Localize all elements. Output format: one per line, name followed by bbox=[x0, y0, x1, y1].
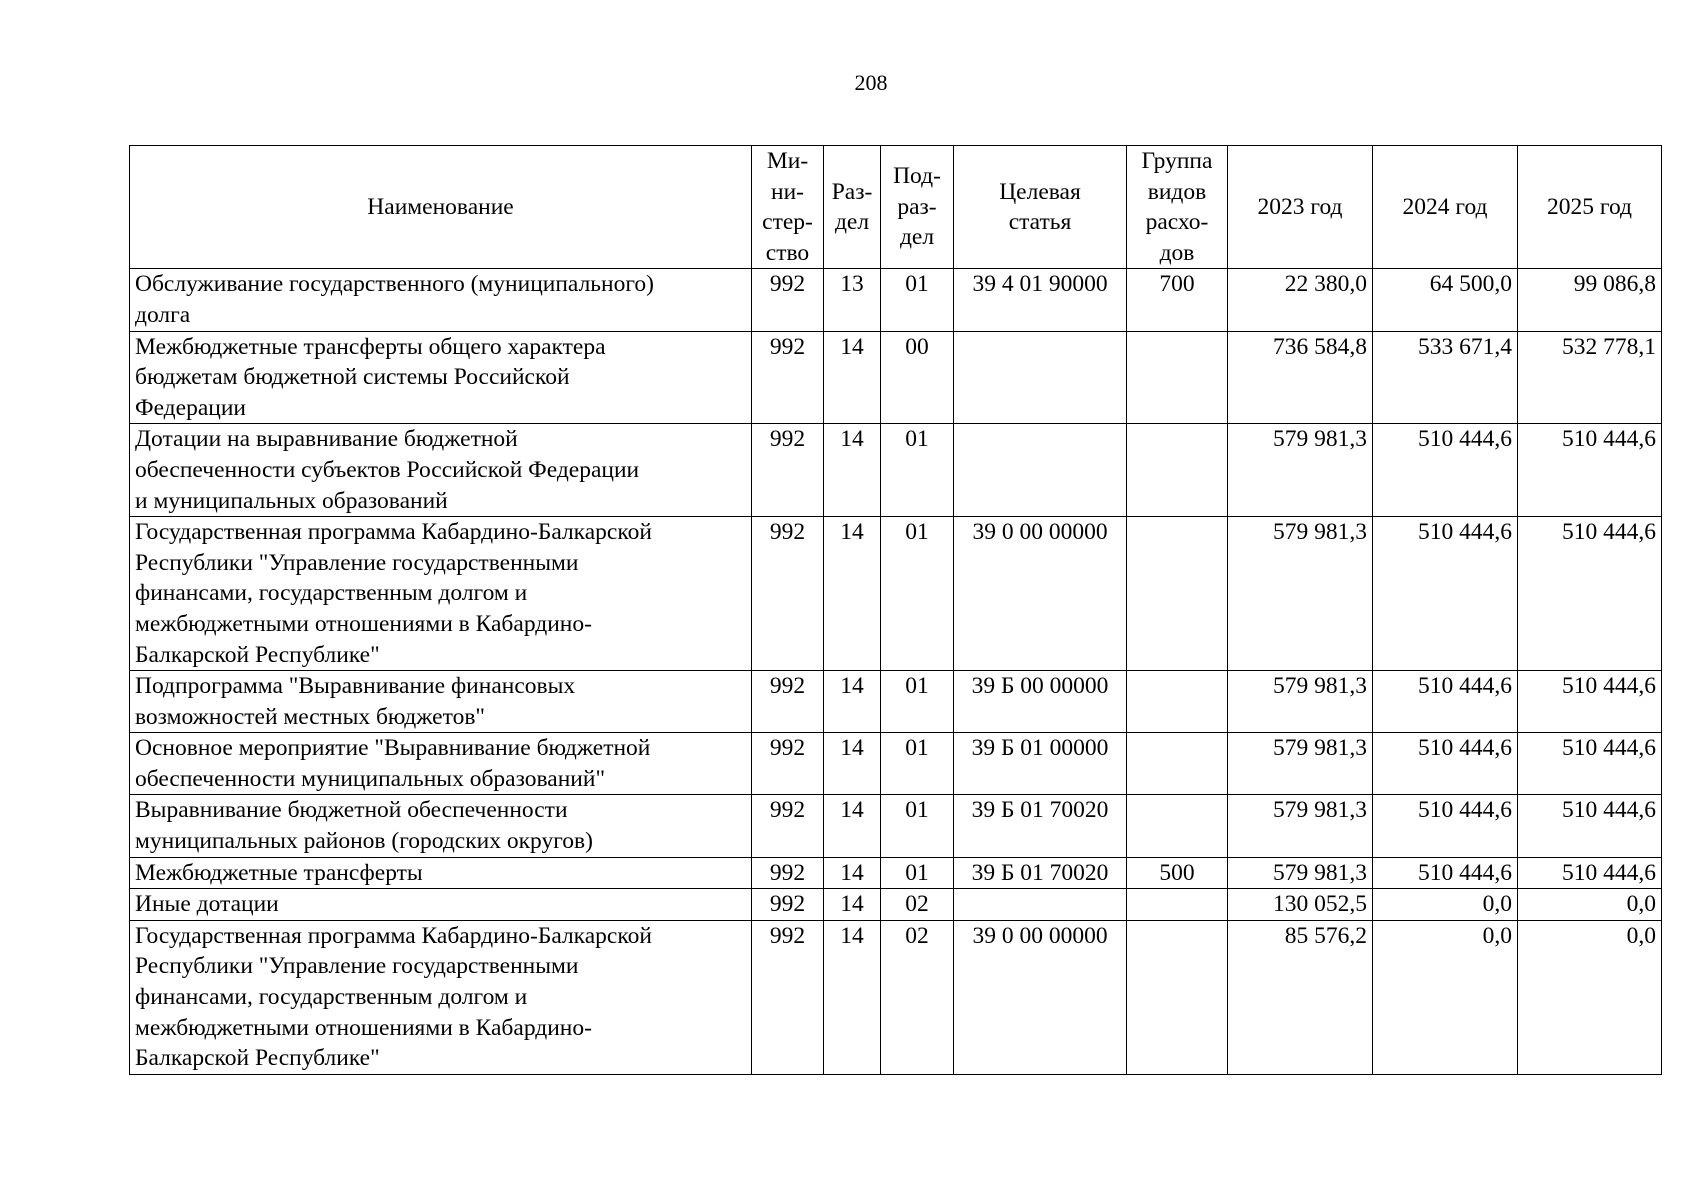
cell-2024: 64 500,0 bbox=[1373, 269, 1518, 331]
page-number: 208 bbox=[854, 70, 888, 95]
cell-expense-group bbox=[1127, 424, 1228, 517]
cell-expense-group bbox=[1127, 795, 1228, 857]
cell-name-line: муниципальных районов (городских округов) bbox=[135, 828, 593, 855]
cell-name-line: обеспеченности субъектов Российской Федерации bbox=[135, 456, 640, 483]
cell-2023: 579 981,3 bbox=[1228, 733, 1373, 795]
cell-section: 14 bbox=[824, 795, 881, 857]
cell-name-line: межбюджетными отношениями в Кабардино- bbox=[135, 610, 592, 637]
table-row bbox=[130, 857, 1662, 889]
cell-name-line: финансами, государственным долгом и bbox=[135, 984, 528, 1011]
cell-subsection: 01 bbox=[881, 857, 954, 889]
header-2023: 2023 год bbox=[1228, 146, 1373, 269]
cell-target: 39 4 01 90000 bbox=[954, 269, 1127, 331]
cell-name-line: Иные дотации bbox=[135, 891, 279, 918]
header-expense-group bbox=[1127, 146, 1228, 269]
cell-subsection: 02 bbox=[881, 889, 954, 921]
cell-2025: 0,0 bbox=[1518, 920, 1662, 1074]
header-2025: 2025 год bbox=[1518, 146, 1662, 269]
cell-ministry: 992 bbox=[752, 269, 824, 331]
cell-2024: 0,0 bbox=[1373, 889, 1518, 921]
cell-ministry: 992 bbox=[752, 857, 824, 889]
cell-expense-group: 500 bbox=[1127, 857, 1228, 889]
cell-2023: 579 981,3 bbox=[1228, 671, 1373, 733]
cell-name bbox=[130, 889, 752, 921]
cell-name-line: обеспеченности муниципальных образований" bbox=[135, 765, 606, 792]
cell-name-line: Обслуживание государственного (муниципального) bbox=[135, 271, 654, 298]
cell-ministry: 992 bbox=[752, 517, 824, 671]
cell-section: 13 bbox=[824, 269, 881, 331]
header-ministry-line: ни- bbox=[771, 178, 804, 205]
cell-name bbox=[130, 920, 752, 1074]
cell-name bbox=[130, 331, 752, 424]
table-row bbox=[130, 517, 1662, 671]
header-ministry bbox=[752, 146, 824, 269]
cell-subsection: 01 bbox=[881, 424, 954, 517]
cell-name-line: межбюджетными отношениями в Кабардино- bbox=[135, 1014, 592, 1041]
cell-subsection: 01 bbox=[881, 733, 954, 795]
cell-2024: 510 444,6 bbox=[1373, 671, 1518, 733]
table-row bbox=[130, 269, 1662, 331]
header-target-line: статья bbox=[1008, 209, 1072, 236]
cell-2025: 510 444,6 bbox=[1518, 795, 1662, 857]
cell-section: 14 bbox=[824, 733, 881, 795]
table-row bbox=[130, 331, 1662, 424]
cell-2025: 99 086,8 bbox=[1518, 269, 1662, 331]
cell-expense-group bbox=[1127, 671, 1228, 733]
cell-2023: 736 584,8 bbox=[1228, 331, 1373, 424]
cell-section: 14 bbox=[824, 857, 881, 889]
cell-2023: 579 981,3 bbox=[1228, 795, 1373, 857]
cell-2025: 510 444,6 bbox=[1518, 424, 1662, 517]
cell-name bbox=[130, 424, 752, 517]
cell-name-line: Балкарской Республике" bbox=[135, 1045, 380, 1072]
cell-name-line: Выравнивание бюджетной обеспеченности bbox=[135, 797, 568, 824]
header-ministry-line: ство bbox=[765, 239, 810, 266]
cell-2023: 130 052,5 bbox=[1228, 889, 1373, 921]
cell-2024: 0,0 bbox=[1373, 920, 1518, 1074]
cell-name bbox=[130, 671, 752, 733]
cell-name-line: долга bbox=[135, 301, 191, 328]
header-2024: 2024 год bbox=[1373, 146, 1518, 269]
cell-2023: 85 576,2 bbox=[1228, 920, 1373, 1074]
cell-2023: 579 981,3 bbox=[1228, 857, 1373, 889]
cell-name-line: Балкарской Республике" bbox=[135, 641, 380, 668]
cell-2024: 510 444,6 bbox=[1373, 424, 1518, 517]
cell-ministry: 992 bbox=[752, 331, 824, 424]
header-expense-group-line: расхо- bbox=[1145, 209, 1209, 236]
header-subsection-line: Под- bbox=[893, 163, 941, 190]
cell-name-line: финансами, государственным долгом и bbox=[135, 580, 528, 607]
cell-name-line: возможностей местных бюджетов" bbox=[135, 703, 486, 730]
cell-section: 14 bbox=[824, 424, 881, 517]
cell-name-line: бюджетам бюджетной системы Российской bbox=[135, 364, 570, 391]
cell-2023: 579 981,3 bbox=[1228, 517, 1373, 671]
cell-expense-group: 700 bbox=[1127, 269, 1228, 331]
header-name: Наименование bbox=[130, 146, 752, 269]
header-section-line: Раз- bbox=[831, 178, 873, 205]
header-ministry-line: Ми- bbox=[766, 148, 809, 174]
cell-name bbox=[130, 857, 752, 889]
cell-section: 14 bbox=[824, 889, 881, 921]
header-section bbox=[824, 146, 881, 269]
cell-ministry: 992 bbox=[752, 733, 824, 795]
table-row bbox=[130, 424, 1662, 517]
cell-section: 14 bbox=[824, 517, 881, 671]
cell-2025: 510 444,6 bbox=[1518, 733, 1662, 795]
cell-name-line: Подпрограмма "Выравнивание финансовых bbox=[135, 673, 576, 700]
table-row bbox=[130, 671, 1662, 733]
table-header-row bbox=[130, 146, 1662, 269]
cell-ministry: 992 bbox=[752, 889, 824, 921]
cell-ministry: 992 bbox=[752, 795, 824, 857]
cell-target bbox=[954, 331, 1127, 424]
header-subsection bbox=[881, 146, 954, 269]
table-row bbox=[130, 733, 1662, 795]
cell-expense-group bbox=[1127, 331, 1228, 424]
cell-subsection: 01 bbox=[881, 795, 954, 857]
cell-name bbox=[130, 269, 752, 331]
cell-2024: 510 444,6 bbox=[1373, 733, 1518, 795]
cell-subsection: 02 bbox=[881, 920, 954, 1074]
cell-2025: 0,0 bbox=[1518, 889, 1662, 921]
cell-target: 39 Б 01 00000 bbox=[954, 733, 1127, 795]
cell-target bbox=[954, 889, 1127, 921]
header-subsection-line: дел bbox=[899, 224, 935, 251]
cell-name bbox=[130, 733, 752, 795]
cell-name bbox=[130, 517, 752, 671]
cell-ministry: 992 bbox=[752, 671, 824, 733]
cell-expense-group bbox=[1127, 920, 1228, 1074]
cell-target: 39 0 00 00000 bbox=[954, 920, 1127, 1074]
cell-target bbox=[954, 424, 1127, 517]
cell-section: 14 bbox=[824, 920, 881, 1074]
header-ministry-line: стер- bbox=[762, 209, 813, 236]
header-expense-group-line: видов bbox=[1147, 178, 1207, 205]
cell-subsection: 01 bbox=[881, 269, 954, 331]
cell-2023: 579 981,3 bbox=[1228, 424, 1373, 517]
cell-name-line: Государственная программа Кабардино-Балкарской bbox=[135, 922, 652, 949]
cell-name-line: Федерации bbox=[135, 394, 246, 421]
table-row bbox=[130, 795, 1662, 857]
cell-name-line: Государственная программа Кабардино-Балкарской bbox=[135, 519, 652, 546]
cell-name-line: Межбюджетные трансферты общего характера bbox=[135, 333, 606, 360]
cell-2024: 510 444,6 bbox=[1373, 517, 1518, 671]
header-expense-group-line: Группа bbox=[1141, 148, 1213, 174]
cell-2025: 510 444,6 bbox=[1518, 857, 1662, 889]
header-expense-group-line: дов bbox=[1159, 239, 1195, 266]
cell-2024: 510 444,6 bbox=[1373, 795, 1518, 857]
cell-subsection: 00 bbox=[881, 331, 954, 424]
header-section-line: дел bbox=[834, 209, 870, 236]
cell-2023: 22 380,0 bbox=[1228, 269, 1373, 331]
table-body bbox=[130, 269, 1662, 1074]
table-row bbox=[130, 889, 1662, 921]
cell-name-line: Межбюджетные трансферты bbox=[135, 859, 423, 886]
cell-target: 39 Б 00 00000 bbox=[954, 671, 1127, 733]
cell-name-line: Республики "Управление государственными bbox=[135, 549, 579, 576]
budget-table bbox=[129, 145, 1662, 1075]
header-target-line: Целевая bbox=[999, 178, 1081, 205]
cell-name-line: Дотации на выравнивание бюджетной bbox=[135, 426, 518, 453]
cell-section: 14 bbox=[824, 331, 881, 424]
cell-2025: 510 444,6 bbox=[1518, 671, 1662, 733]
cell-2024: 510 444,6 bbox=[1373, 857, 1518, 889]
cell-name-line: и муниципальных образований bbox=[135, 487, 448, 514]
header-subsection-line: раз- bbox=[897, 193, 937, 220]
cell-expense-group bbox=[1127, 889, 1228, 921]
header-target bbox=[954, 146, 1127, 269]
cell-name-line: Республики "Управление государственными bbox=[135, 953, 579, 980]
cell-name bbox=[130, 795, 752, 857]
cell-target: 39 Б 01 70020 bbox=[954, 795, 1127, 857]
table-row bbox=[130, 920, 1662, 1074]
cell-expense-group bbox=[1127, 517, 1228, 671]
cell-name-line: Основное мероприятие "Выравнивание бюджетной bbox=[135, 735, 651, 762]
cell-ministry: 992 bbox=[752, 920, 824, 1074]
cell-2024: 533 671,4 bbox=[1373, 331, 1518, 424]
cell-target: 39 Б 01 70020 bbox=[954, 857, 1127, 889]
cell-ministry: 992 bbox=[752, 424, 824, 517]
cell-2025: 510 444,6 bbox=[1518, 517, 1662, 671]
cell-expense-group bbox=[1127, 733, 1228, 795]
cell-subsection: 01 bbox=[881, 671, 954, 733]
cell-subsection: 01 bbox=[881, 517, 954, 671]
cell-section: 14 bbox=[824, 671, 881, 733]
cell-2025: 532 778,1 bbox=[1518, 331, 1662, 424]
cell-target: 39 0 00 00000 bbox=[954, 517, 1127, 671]
